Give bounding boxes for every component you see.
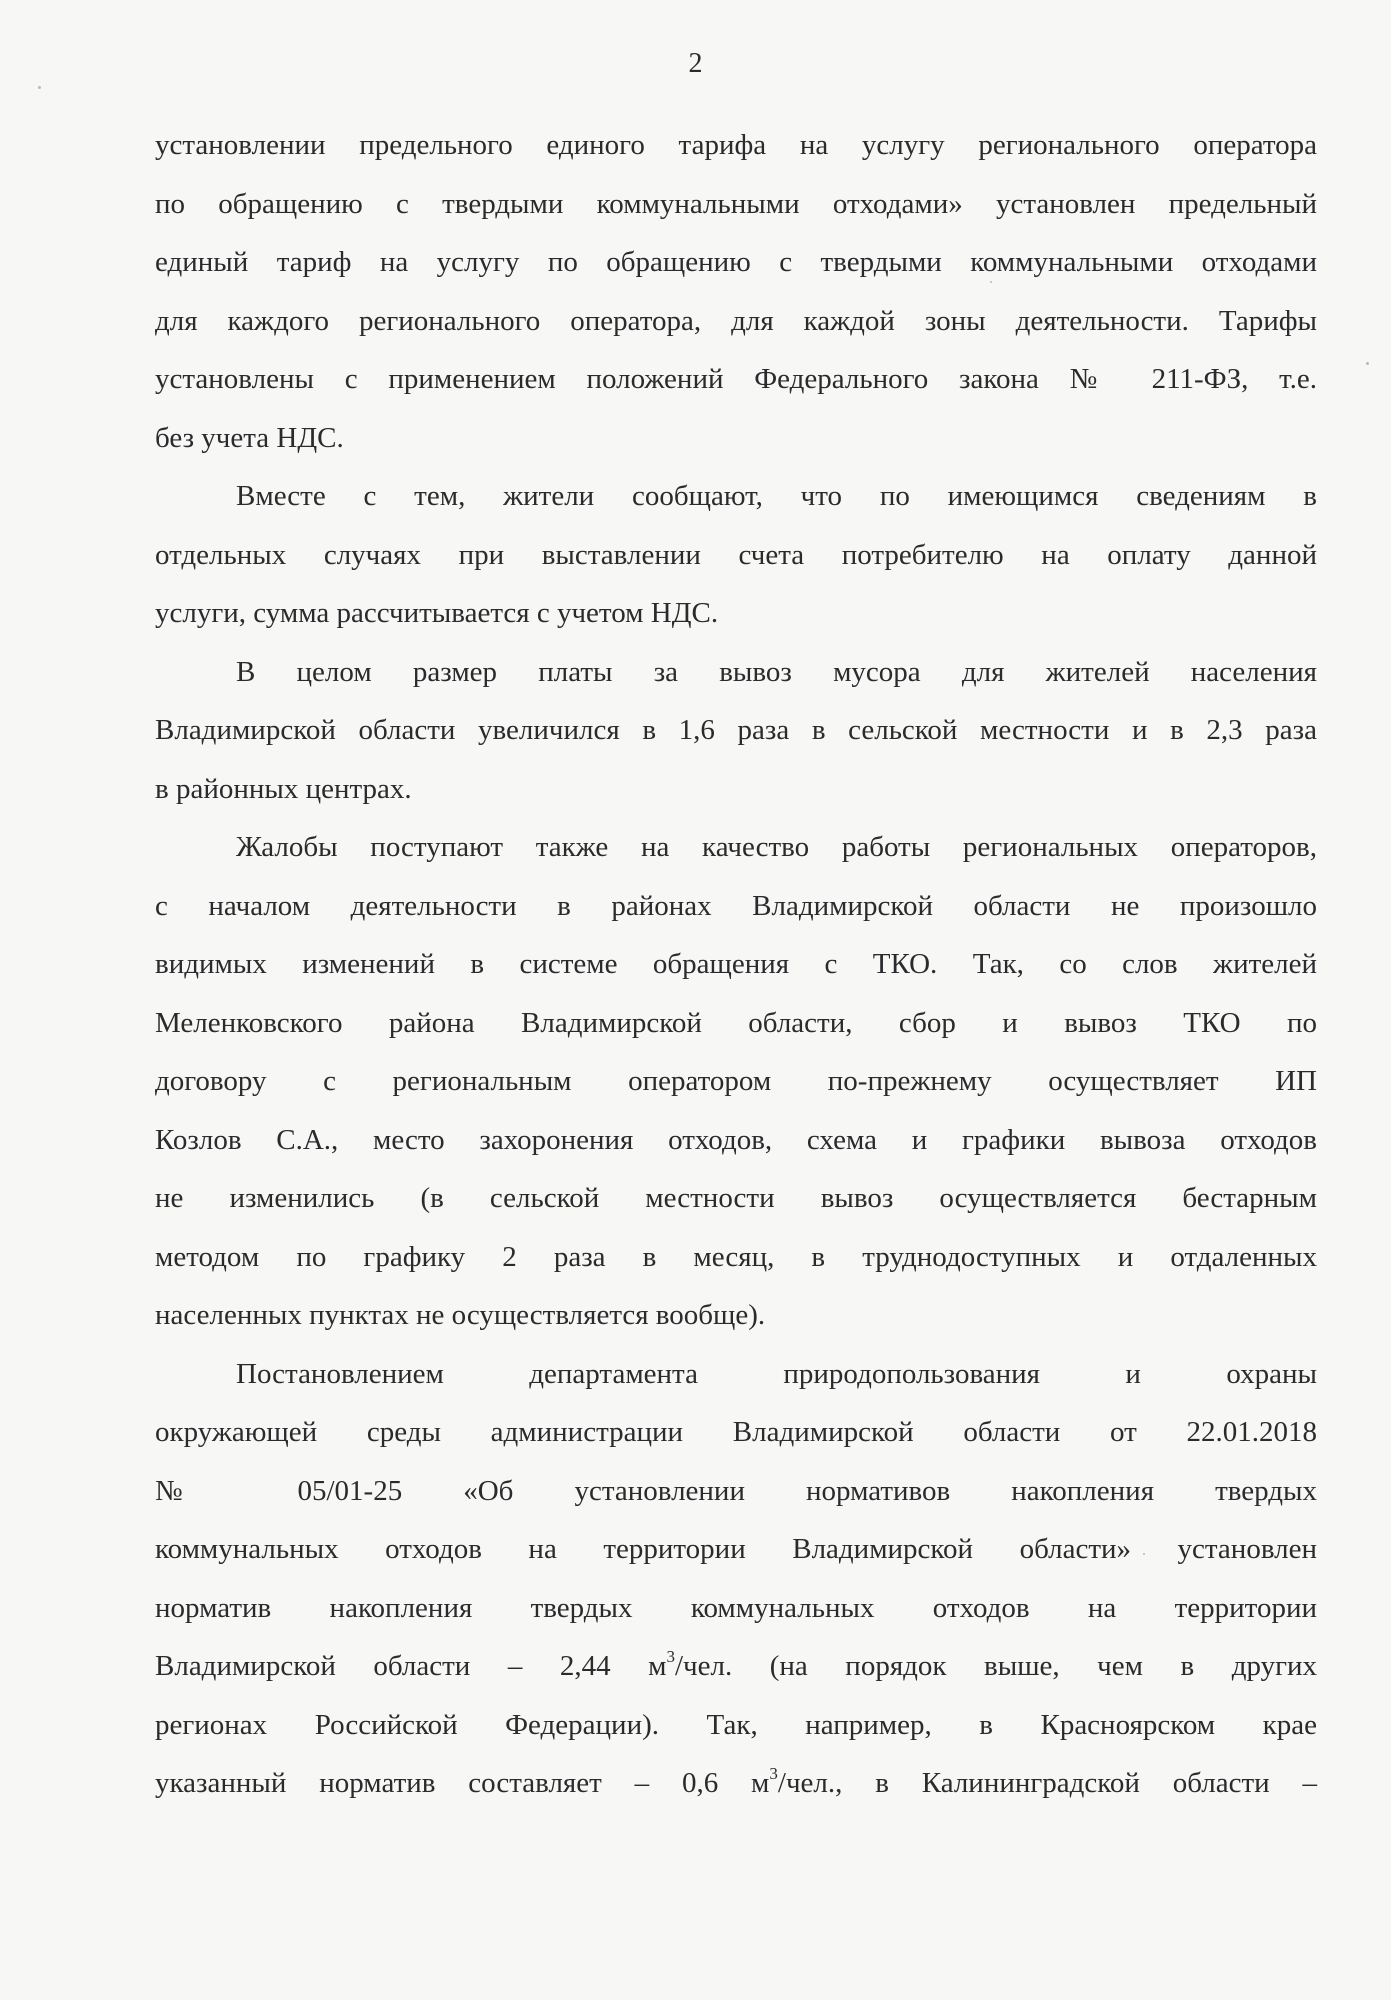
text-line: услуги, сумма рассчитывается с учетом НДС. [155,597,719,629]
text-line: в районных центрах. [155,772,412,805]
text-line: по обращению с твердыми коммунальными отходами» установлен предельный [155,187,1317,220]
text-line: с началом деятельности в районах Владимирской области не произошло [155,889,1317,922]
text-line: договору с региональным оператором по-прежнему осуществляет ИП [155,1065,1317,1097]
page-number: 2 [688,48,703,79]
text-line: регионах Российской Федерации). Так, например, в Красноярском крае [155,1708,1317,1741]
document-body [155,116,1317,1813]
paragraph-fee-growth [155,643,1317,819]
text-line: Постановлением департамента природопользования и охраны [236,1357,1317,1390]
text-segment: /чел., в Калининградской области – [777,1767,1317,1799]
text-line: видимых изменений в системе обращения с ТКО. Так, со слов жителей [155,948,1317,980]
text-segment: Владимирской области – 2,44 м [155,1650,667,1682]
superscript: 3 [769,1764,778,1783]
text-line: окружающей среды администрации Владимирской области от 22.01.2018 [155,1416,1317,1448]
text-line: установлены с применением положений Федерального закона № 211-ФЗ, т.е. [155,363,1317,395]
text-line-with-superscript [155,1637,1317,1696]
text-line: населенных пунктах не осуществляется вообще). [155,1299,766,1331]
text-line: коммунальных отходов на территории Владимирской области» установлен [155,1533,1317,1565]
text-line: норматив накопления твердых коммунальных отходов на территории [155,1591,1317,1624]
paragraph-vat [155,467,1317,643]
text-line: без учета НДС. [155,421,344,454]
text-segment: указанный норматив составляет – 0,6 м [155,1767,770,1799]
text-line: № 05/01-25 «Об установлении нормативов накопления твердых [155,1474,1317,1507]
text-line: Козлов С.А., место захоронения отходов, схема и графики вывоза отходов [155,1123,1317,1156]
paragraph-tariff [155,116,1317,467]
superscript: 3 [666,1647,675,1666]
text-line: установлении предельного единого тарифа на услугу регионального оператора [155,129,1317,161]
paragraph-complaints [155,818,1317,1345]
text-line: единый тариф на услугу по обращению с твердыми коммунальными отходами [155,246,1317,278]
text-line: Владимирской области увеличился в 1,6 раза в сельской местности и в 2,3 раза [155,714,1317,746]
text-line: не изменились (в сельской местности вывоз осуществляется бестарным [155,1182,1317,1214]
text-line: отдельных случаях при выставлении счета потребителю на оплату данной [155,538,1317,571]
paragraph-norms [155,1345,1317,1813]
text-line: В целом размер платы за вывоз мусора для жителей населения [236,655,1317,688]
text-line: Меленковского района Владимирской области, сбор и вывоз ТКО по [155,1006,1317,1039]
text-line: методом по графику 2 раза в месяц, в труднодоступных и отдаленных [155,1240,1317,1273]
text-line: Жалобы поступают также на качество работы региональных операторов, [236,831,1317,863]
text-line: Вместе с тем, жители сообщают, что по имеющимся сведениям в [236,480,1317,512]
scan-speck [1366,362,1369,365]
text-segment: /чел. (на порядок выше, чем в других [674,1650,1317,1682]
text-line-with-superscript [155,1754,1317,1813]
scan-speck [38,86,41,89]
text-line: для каждого регионального оператора, для каждой зоны деятельности. Тарифы [155,304,1317,337]
